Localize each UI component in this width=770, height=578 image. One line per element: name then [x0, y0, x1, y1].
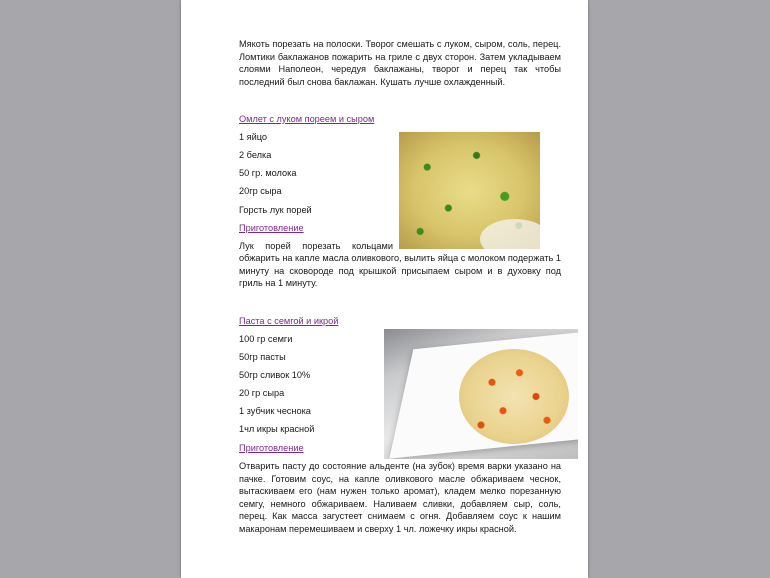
recipe1-method-link[interactable]: Приготовление: [239, 223, 304, 233]
document-page: [181, 0, 588, 578]
pasta-photo: [384, 329, 578, 459]
recipe1-ingredient: 1 яйцо: [239, 132, 268, 142]
recipe1-title-link[interactable]: Омлет с луком пореем и сыром: [239, 114, 375, 124]
recipe2-ingredient: 1 зубчик чеснока: [239, 406, 311, 416]
pasta-nest: [459, 349, 569, 444]
recipe1-ingredient: 2 белка: [239, 150, 272, 160]
recipe2-method-link[interactable]: Приготовление: [239, 443, 304, 453]
recipe2-method-text: Отварить пасту до состояние альденте (на зубок) время варки указано на пачке. Готовим соус, на капле оливкового масле обжариваем чеснок, вытаскиваем его (нам нужен только аромат), кладем мелко порезанную семгу, немного обжариваем. Наливаем сливки, добавляем сыр, соль, перец. Как масса загустеет снимаем с огня. Добавляем соус к нашим макаронам перемешиваем и сверху 1 чл. ложечку икры красной.: [239, 461, 561, 534]
recipe2-ingredient: 1чл икры красной: [239, 424, 315, 434]
recipe1-ingredient: 50 гр. молока: [239, 168, 297, 178]
recipe2-ingredient: 100 гр семги: [239, 334, 293, 344]
omelet-photo: [399, 132, 540, 249]
recipe1-ingredient: Горсть лук порей: [239, 205, 312, 215]
recipe2-ingredient: 50гр пасты: [239, 352, 286, 362]
recipe1-ingredient: 20гр сыра: [239, 186, 282, 196]
recipe2-ingredient: 50гр сливок 10%: [239, 370, 311, 380]
intro-paragraph: Мякоть порезать на полоски. Творог смешать с луком, сыром, соль, перец. Ломтики баклажанов пожарить на гриле с двух сторон. Затем укладываем слоями Наполеон, чередуя баклажаны, творог и перец так чтобы последний был снова баклажан. Кушать лучше охлажденный.: [239, 39, 561, 87]
recipe1-method-first-line: Лук порей порезать кольцами: [239, 241, 393, 251]
recipe2-title-link[interactable]: Паста с семгой и икрой: [239, 316, 339, 326]
recipe2-ingredient: 20 гр сыра: [239, 388, 285, 398]
omelet-plate: [480, 219, 540, 249]
recipe1-method-text: обжарить на капле масла оливкового, вылить яйца с молоком подержать 1 минуту на сковороде под крышкой присыпаем сыром и в духовку под гриль на 1 минуту.: [239, 253, 561, 289]
